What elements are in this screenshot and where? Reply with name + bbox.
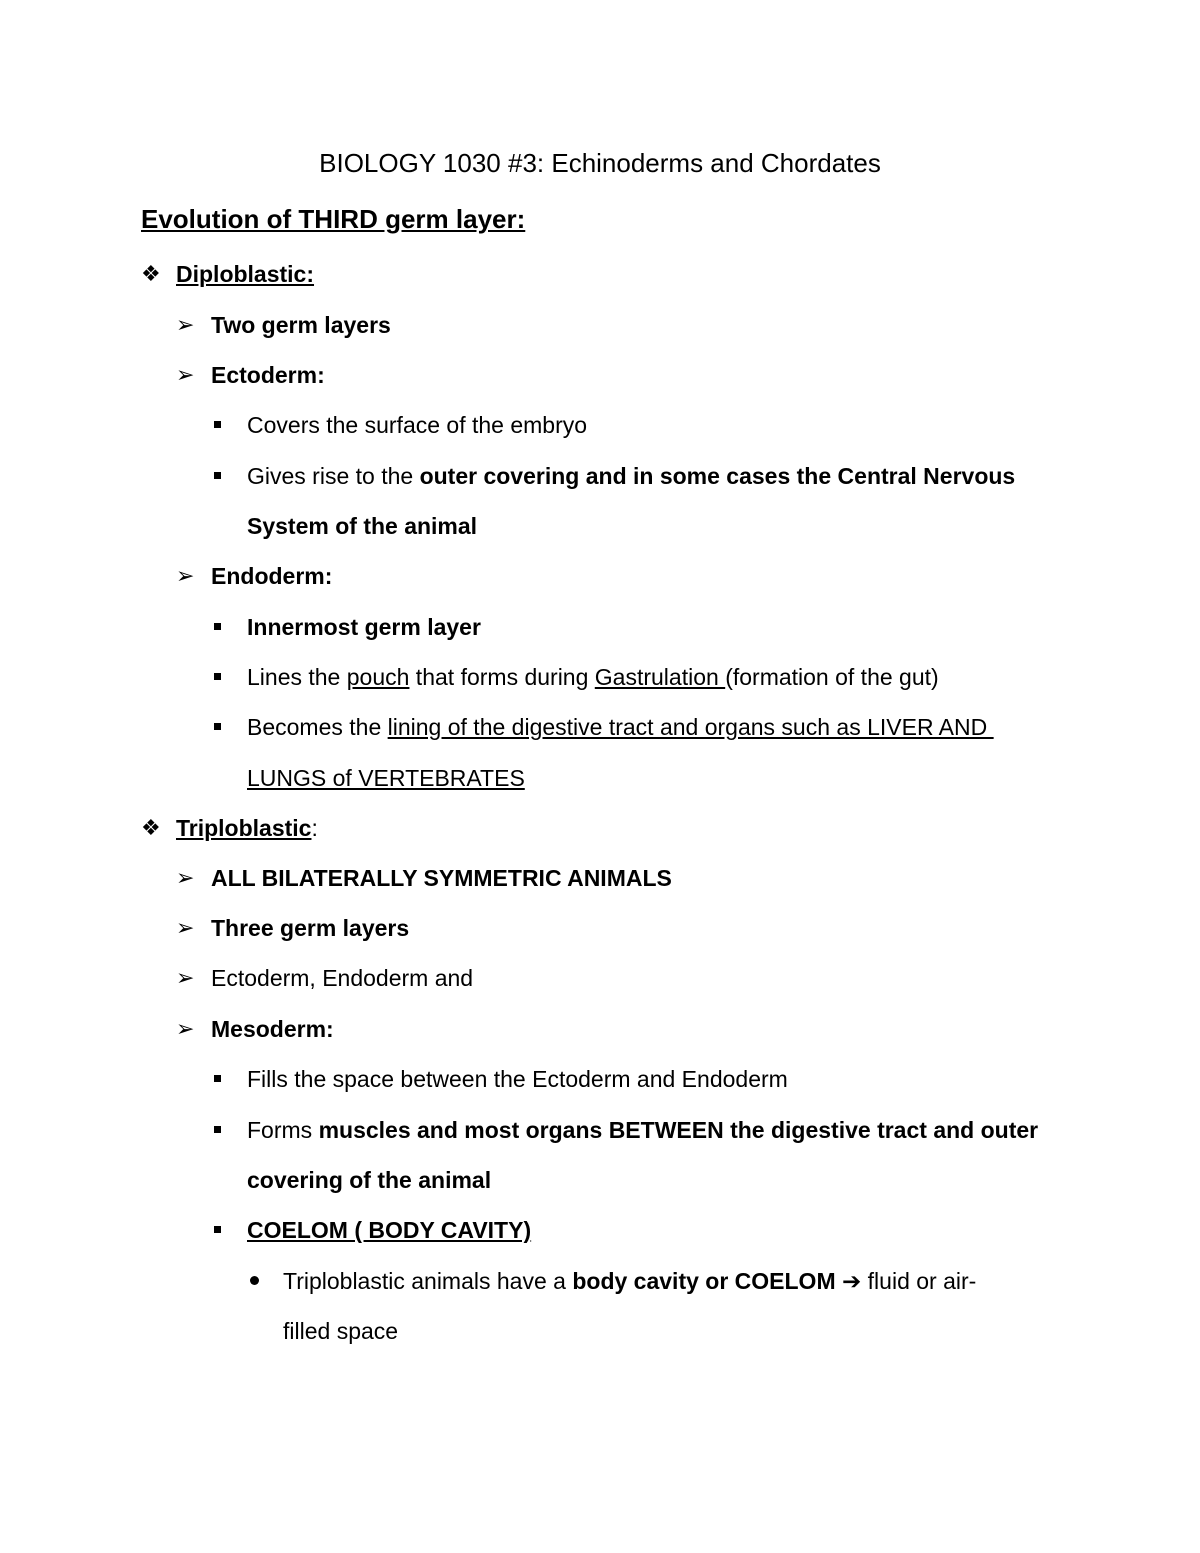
endoderm-label: Endoderm: — [211, 563, 333, 589]
coelom-detail-continuation: filled space — [283, 1318, 399, 1344]
arrow-bullet-icon: ➢ — [176, 865, 195, 890]
square-bullet-icon — [214, 723, 221, 730]
three-germ-layers-item: Three germ layers — [211, 915, 410, 941]
coelom-item: COELOM ( BODY CAVITY) — [247, 1217, 532, 1243]
diamond-bullet-icon: ❖ — [141, 815, 161, 840]
square-bullet-icon — [214, 623, 221, 630]
square-bullet-icon — [214, 673, 221, 680]
square-bullet-icon — [214, 1126, 221, 1133]
coelom-detail-item: Triploblastic animals have a body cavity or COELOM ➔ fluid or air- — [283, 1268, 977, 1294]
endoderm-becomes-item: Becomes the lining of the digestive tract and organs such as LIVER AND — [247, 714, 994, 740]
square-bullet-icon — [214, 1075, 221, 1082]
ecto-endo-item: Ectoderm, Endoderm and — [211, 965, 474, 991]
bilateral-item: ALL BILATERALLY SYMMETRIC ANIMALS — [211, 865, 672, 891]
mesoderm-label: Mesoderm: — [211, 1016, 334, 1042]
ectoderm-gives-rise-item: Gives rise to the outer covering and in some cases the Central Nervous — [247, 463, 1016, 489]
right-arrow-icon: ➔ — [842, 1268, 862, 1294]
diploblastic-label: Diploblastic: — [176, 261, 315, 287]
arrow-bullet-icon: ➢ — [176, 362, 195, 387]
endoderm-becomes-continuation: LUNGS of VERTEBRATES — [247, 765, 525, 791]
mesoderm-forms-continuation: covering of the animal — [247, 1167, 492, 1193]
diamond-bullet-icon: ❖ — [141, 261, 161, 286]
square-bullet-icon — [214, 421, 221, 428]
round-bullet-icon — [250, 1276, 259, 1285]
arrow-bullet-icon: ➢ — [176, 312, 195, 337]
arrow-bullet-icon: ➢ — [176, 915, 195, 940]
endoderm-lines-item: Lines the pouch that forms during Gastrulation (formation of the gut) — [247, 664, 939, 690]
section-heading: Evolution of THIRD germ layer: — [141, 204, 526, 234]
arrow-bullet-icon: ➢ — [176, 1016, 195, 1041]
two-germ-layers-item: Two germ layers — [211, 312, 391, 338]
page-title: BIOLOGY 1030 #3: Echinoderms and Chordates — [319, 148, 881, 178]
arrow-bullet-icon: ➢ — [176, 563, 195, 588]
endoderm-innermost-item: Innermost germ layer — [247, 614, 481, 640]
ectoderm-label: Ectoderm: — [211, 362, 325, 388]
mesoderm-fills-item: Fills the space between the Ectoderm and Endoderm — [247, 1066, 788, 1092]
square-bullet-icon — [214, 1226, 221, 1233]
triploblastic-label: Triploblastic: — [176, 815, 318, 841]
mesoderm-forms-item: Forms muscles and most organs BETWEEN the digestive tract and outer — [247, 1117, 1039, 1143]
ectoderm-gives-rise-continuation: System of the animal — [247, 513, 478, 539]
ectoderm-covers-item: Covers the surface of the embryo — [247, 412, 588, 438]
arrow-bullet-icon: ➢ — [176, 965, 195, 990]
square-bullet-icon — [214, 472, 221, 479]
